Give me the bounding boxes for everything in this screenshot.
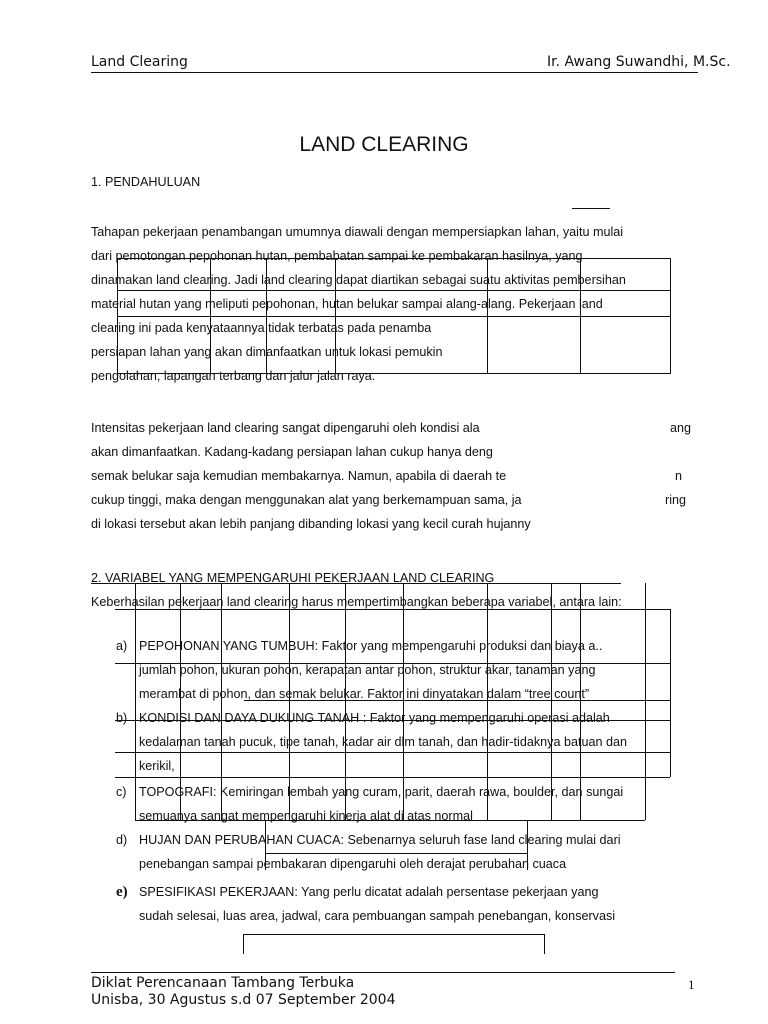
page-title: LAND CLEARING <box>299 133 469 156</box>
text-line: SPESIFIKASI PEKERJAAN: Yang perlu dicatat adalah persentase pekerjaan yang <box>139 885 599 899</box>
grid-rule <box>244 700 670 701</box>
grid-rule <box>117 316 671 317</box>
text-line: persiapan lahan yang akan dimanfaatkan untuk lokasi pemukin <box>91 345 443 359</box>
text-line: pengolahan, lapangan terbang dan jalur jalan raya. <box>91 369 376 383</box>
grid-rule <box>645 583 646 820</box>
header-left: Land Clearing <box>91 54 188 70</box>
section1-heading: 1. PENDAHULUAN <box>91 175 201 189</box>
footer-line1: Diklat Perencanaan Tambang Terbuka <box>91 975 355 991</box>
grid-rule <box>335 258 336 374</box>
list-letter: d) <box>116 833 128 847</box>
grid-rule <box>135 820 645 821</box>
grid-rule <box>551 583 552 820</box>
grid-rule <box>487 258 488 374</box>
text-line: semuanya sangat mempengaruhi kinerja alat di atas normal <box>139 809 473 823</box>
grid-rule <box>221 583 222 820</box>
grid-rule <box>580 258 581 374</box>
list-letter: c) <box>116 785 127 799</box>
grid-rule <box>403 583 404 820</box>
heading-underline <box>91 583 621 584</box>
text-line: akan dimanfaatkan. Kadang-kadang persiapan lahan cukup hanya deng <box>91 445 493 459</box>
footer-line2: Unisba, 30 Agustus s.d 07 September 2004 <box>91 992 396 1008</box>
footer-rule <box>91 972 675 973</box>
grid-rule <box>265 820 266 870</box>
grid-rule <box>266 258 267 374</box>
text-line: TOPOGRAFI: Kemiringan lembah yang curam, parit, daerah rawa, boulder, dan sungai <box>139 785 624 799</box>
grid-rule <box>527 820 528 870</box>
grid-rule <box>135 583 136 820</box>
grid-rule <box>115 663 670 664</box>
page-number: 1 <box>688 977 695 992</box>
text-line: di lokasi tersebut akan lebih panjang dibanding lokasi yang kecil curah hujanny <box>91 517 531 531</box>
list-letter: e) <box>116 884 128 900</box>
grid-rule <box>115 777 670 778</box>
grid-rule <box>115 609 670 610</box>
text-fragment: ang <box>670 421 692 435</box>
grid-rule <box>265 853 527 854</box>
grid-rule <box>487 583 488 820</box>
list-letter: a) <box>116 639 128 653</box>
grid-rule <box>670 609 671 777</box>
list-letter: b) <box>116 711 128 725</box>
text-line: PEPOHONAN YANG TUMBUH: Faktor yang mempengaruhi produksi dan biaya a.. <box>139 639 603 653</box>
text-fragment: n <box>675 469 683 483</box>
text-line: kerikil, <box>139 759 175 773</box>
grid-rule <box>115 720 670 721</box>
bracket-rule <box>544 934 545 954</box>
header-right: Ir. Awang Suwandhi, M.Sc. <box>547 54 731 70</box>
text-line: merambat di pohon, dan semak belukar. Faktor ini dinyatakan dalam “tree count” <box>139 687 590 701</box>
text-line: sudah selesai, luas area, jadwal, cara pembuangan sampah penebangan, konservasi <box>139 909 616 923</box>
header-rule <box>91 72 698 73</box>
text-line: KONDISI DAN DAYA DUKUNG TANAH : Faktor yang mempengaruhi operasi adalah <box>139 711 610 725</box>
text-line: jumlah pohon, ukuran pohon, kerapatan antar pohon, struktur akar, tanaman yang <box>139 663 596 677</box>
grid-rule <box>115 752 670 753</box>
text-line: semak belukar saja kemudian membakarnya. Namun, apabila di daerah te <box>91 469 507 483</box>
section2-heading: 2. VARIABEL YANG MEMPENGARUHI PEKERJAAN LAND CLEARING <box>91 571 495 585</box>
grid-rule <box>180 583 181 820</box>
text-line: Intensitas pekerjaan land clearing sangat dipengaruhi oleh kondisi ala <box>91 421 480 435</box>
text-line: Tahapan pekerjaan penambangan umumnya diawali dengan mempersiapkan lahan, yaitu mulai <box>91 225 624 239</box>
bracket-rule <box>243 934 545 935</box>
text-line: dari pemotongan pepohonan hutan, pembabatan sampai ke pembakaran hasilnya, yang <box>91 249 583 263</box>
text-line: penebangan sampai pembakaran dipengaruhi oleh derajat perubahan cuaca <box>139 857 567 871</box>
text-line: cukup tinggi, maka dengan menggunakan alat yang berkemampuan sama, ja <box>91 493 522 507</box>
grid-rule <box>289 583 290 820</box>
text-line: clearing ini pada kenyataannya tidak terbatas pada penamba <box>91 321 432 335</box>
text-line: HUJAN DAN PERUBAHAN CUACA: Sebenarnya seluruh fase land clearing mulai dari <box>139 833 621 847</box>
short-rule <box>572 208 610 209</box>
grid-rule <box>117 290 671 291</box>
bracket-rule <box>243 934 244 954</box>
grid-rule <box>210 258 211 374</box>
text-line: dinamakan land clearing. Jadi land clearing dapat diartikan sebagai suatu aktivitas pembersihan <box>91 273 626 287</box>
grid-rule <box>345 583 346 820</box>
section2-intro: Keberhasilan pekerjaan land clearing harus mempertimbangkan beberapa variabel, antara lain: <box>91 595 622 609</box>
text-line: kedalaman tanah pucuk, tipe tanah, kadar air dlm tanah, dan hadir-tidaknya batuan dan <box>139 735 627 749</box>
grid-rule <box>580 583 581 820</box>
text-fragment: ring <box>665 493 686 507</box>
text-line: material hutan yang meliputi pepohonan, hutan belukar sampai alang-alang. Pekerjaan land <box>91 297 603 311</box>
